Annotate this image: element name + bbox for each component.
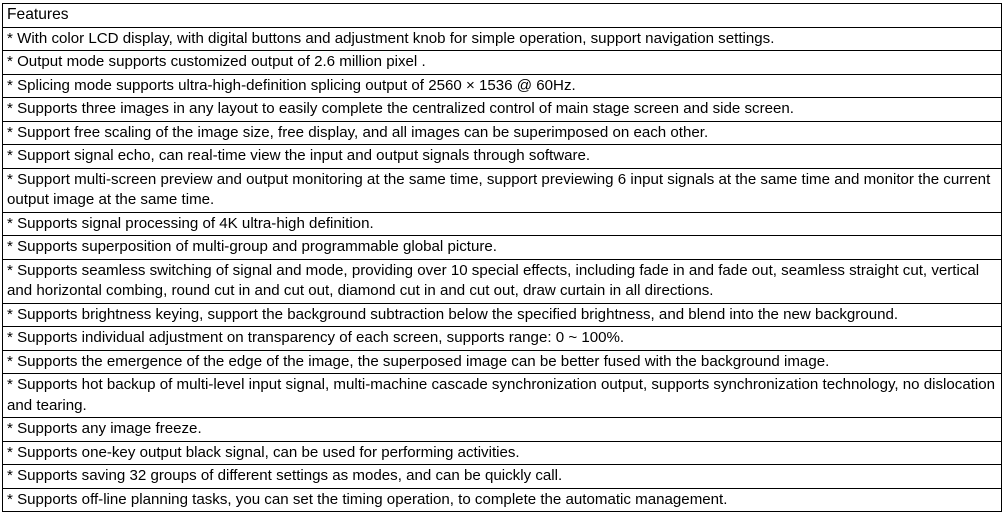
feature-text: * Supports three images in any layout to easily complete the centralized control of main stage screen and side screen. (3, 98, 1002, 122)
table-row (3, 418, 1002, 442)
feature-text: * Supports one-key output black signal, can be used for performing activities. (3, 441, 1002, 465)
feature-text: * Supports off-line planning tasks, you can set the timing operation, to complete the automatic management. (3, 488, 1002, 512)
table-row (3, 259, 1002, 303)
feature-text: * Supports any image freeze. (3, 418, 1002, 442)
table-row (3, 327, 1002, 351)
table-row (3, 168, 1002, 212)
table-row (3, 98, 1002, 122)
table-row (3, 303, 1002, 327)
table-row (3, 121, 1002, 145)
table-row (3, 145, 1002, 169)
feature-text: * Supports saving 32 groups of different settings as modes, and can be quickly call. (3, 465, 1002, 489)
table-row (3, 236, 1002, 260)
feature-text: * With color LCD display, with digital buttons and adjustment knob for simple operation, support navigation settings. (3, 27, 1002, 51)
feature-text: * Supports brightness keying, support the background subtraction below the specified brightness, and blend into the new background. (3, 303, 1002, 327)
feature-text: * Supports hot backup of multi-level input signal, multi-machine cascade synchronization output, supports synchronization technology, no dislocation and tearing. (3, 374, 1002, 418)
feature-text: * Supports signal processing of 4K ultra-high definition. (3, 212, 1002, 236)
feature-text: * Output mode supports customized output of 2.6 million pixel . (3, 51, 1002, 75)
table-row (3, 350, 1002, 374)
feature-text: * Supports the emergence of the edge of the image, the superposed image can be better fused with the background image. (3, 350, 1002, 374)
feature-text: * Supports individual adjustment on transparency of each screen, supports range: 0 ~ 100%. (3, 327, 1002, 351)
feature-text: * Support signal echo, can real-time view the input and output signals through software. (3, 145, 1002, 169)
table-row (3, 465, 1002, 489)
table-row (3, 441, 1002, 465)
features-header: Features (3, 4, 1002, 28)
feature-text: * Splicing mode supports ultra-high-definition splicing output of 2560 × 1536 @ 60Hz. (3, 74, 1002, 98)
feature-text: * Support free scaling of the image size, free display, and all images can be superimposed on each other. (3, 121, 1002, 145)
table-row (3, 374, 1002, 418)
table-row (3, 51, 1002, 75)
feature-text: * Supports seamless switching of signal and mode, providing over 10 special effects, including fade in and fade out, seamless straight cut, vertical and horizontal combing, round cut in and cut out, diamond cut in and cut out, draw curtain in all directions. (3, 259, 1002, 303)
feature-text: * Support multi-screen preview and output monitoring at the same time, support previewing 6 input signals at the same time and monitor the current output image at the same time. (3, 168, 1002, 212)
table-header-row (3, 4, 1002, 28)
features-table (2, 3, 1002, 512)
table-row (3, 212, 1002, 236)
table-row (3, 74, 1002, 98)
feature-text: * Supports superposition of multi-group and programmable global picture. (3, 236, 1002, 260)
table-row (3, 27, 1002, 51)
